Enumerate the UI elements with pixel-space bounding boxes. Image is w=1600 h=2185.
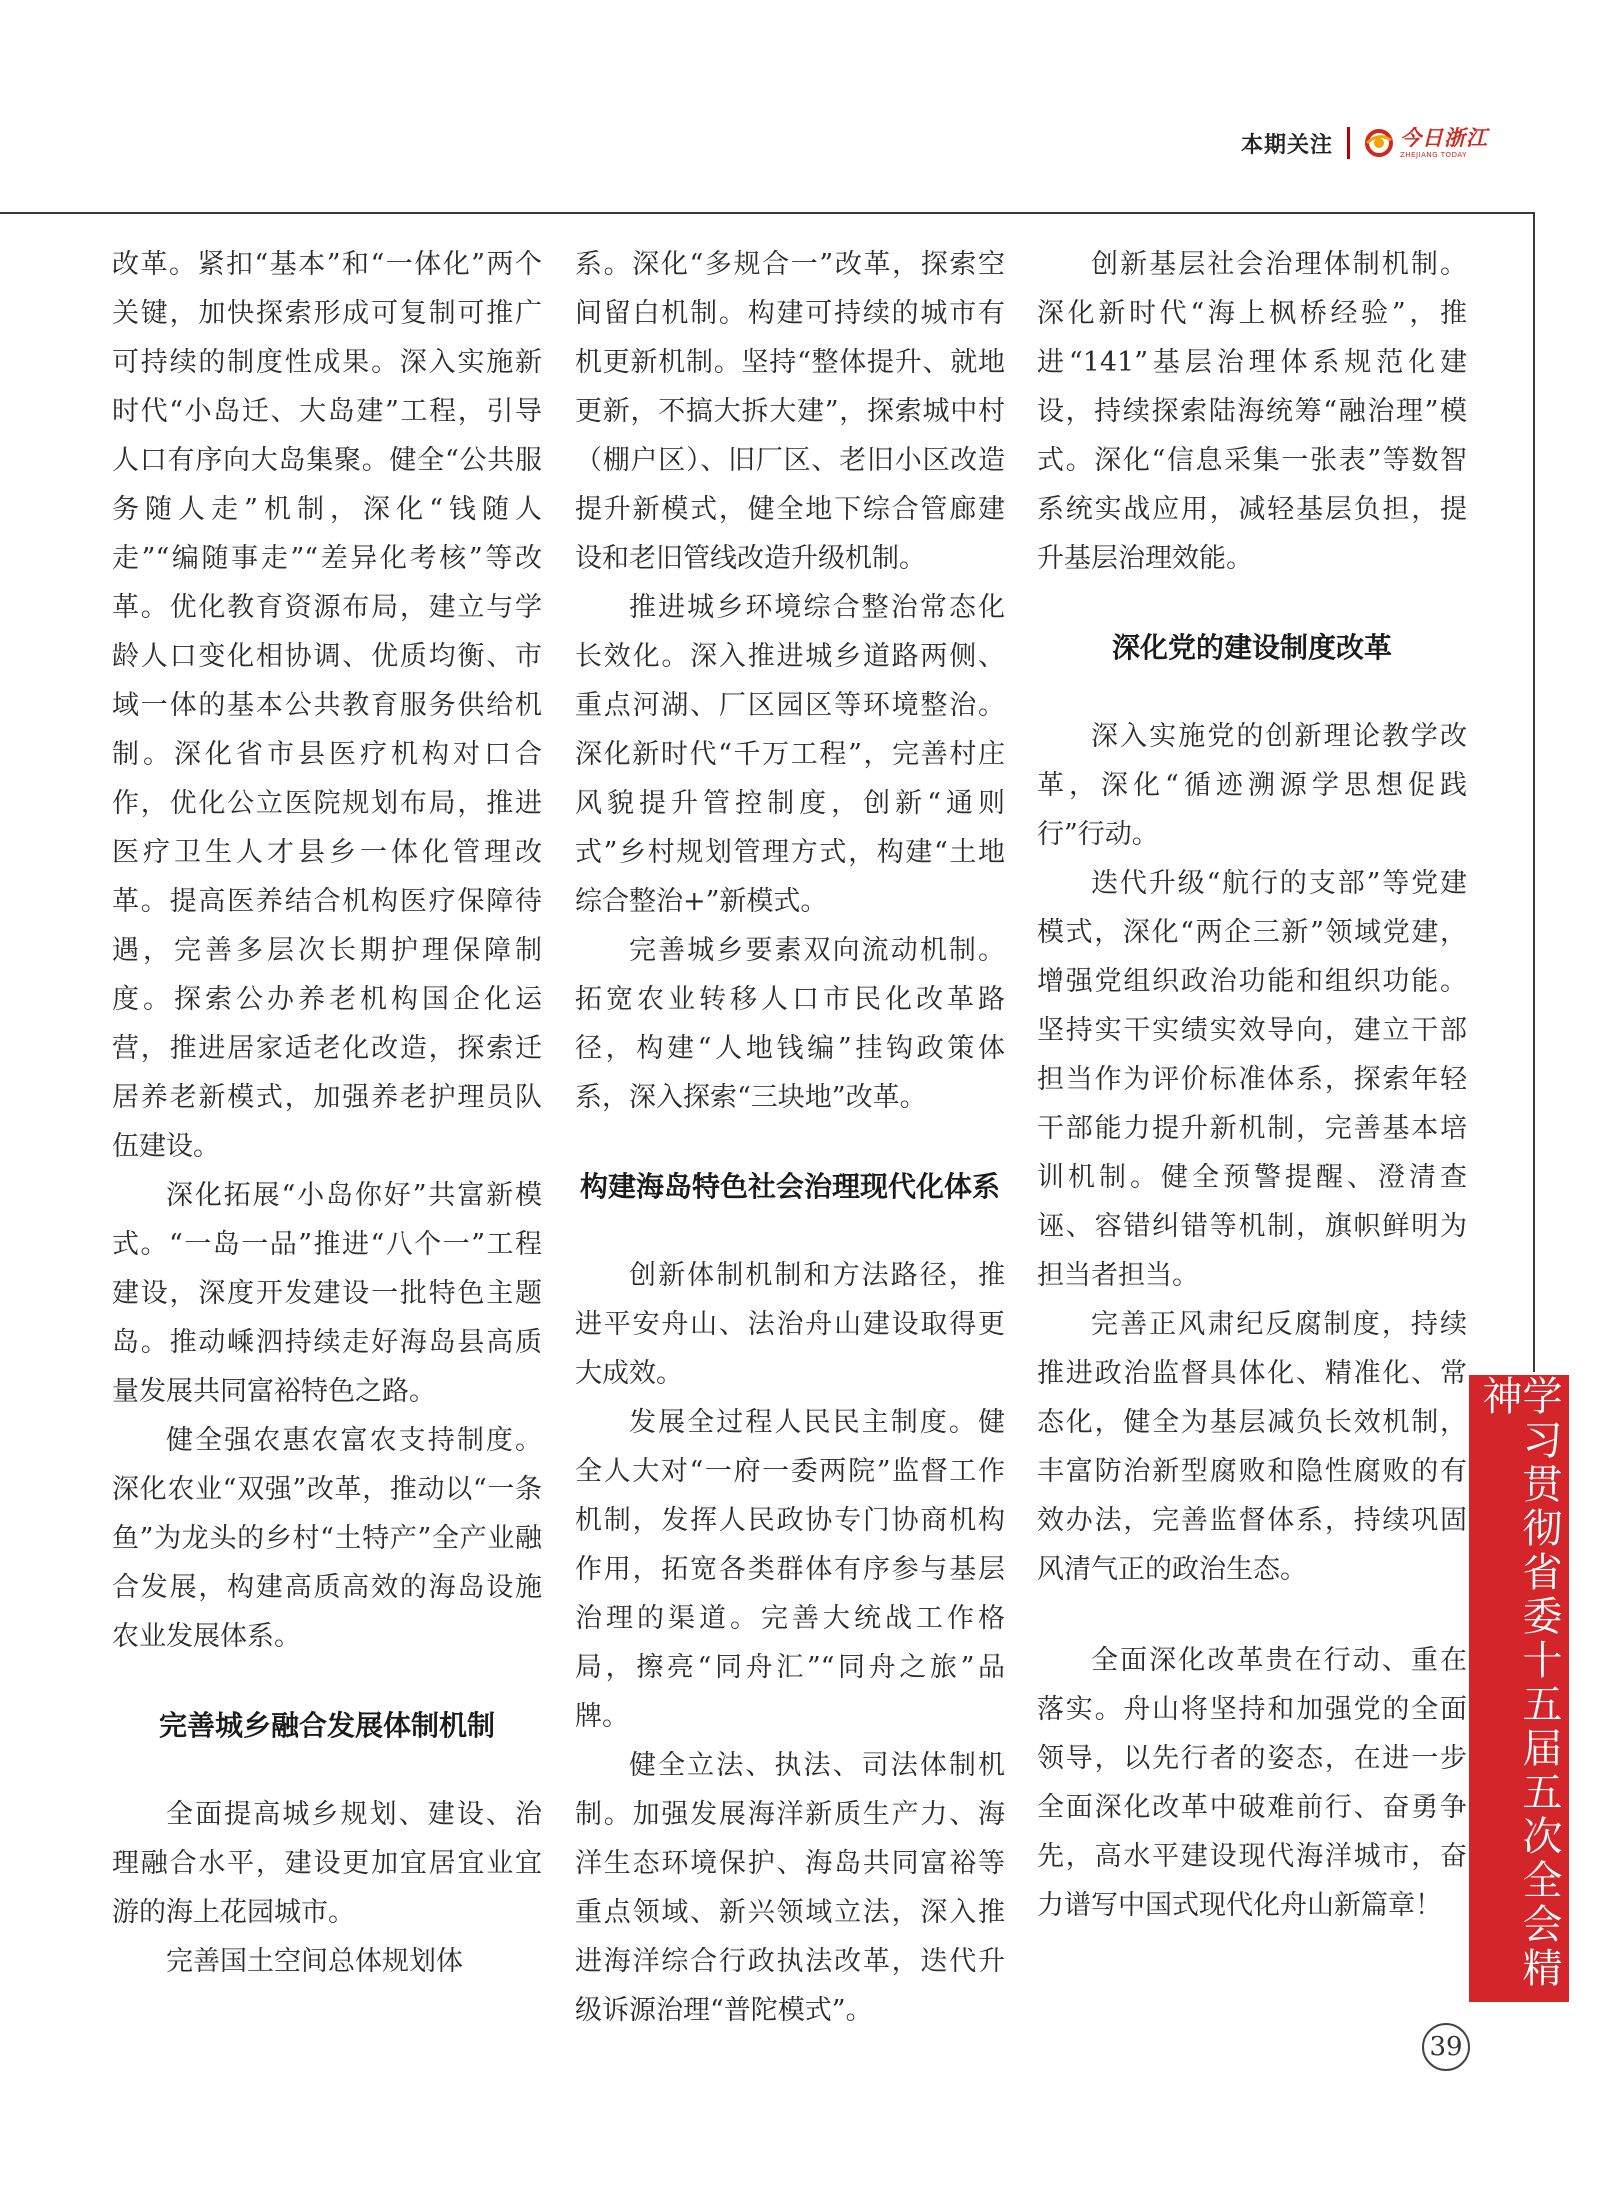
paragraph-gap <box>1037 1594 1467 1636</box>
section-heading: 完善城乡融合发展体制机制 <box>158 1709 495 1742</box>
paragraph: 创新基层社会治理体制机制。深化新时代“海上枫桥经验”，推进“141”基层治理体系规范化建设，持续探索陆海统筹“融治理”模式。深化“信息采集一张表”等数智系统实战应用，减轻基层负担，提升基层治理效能。 <box>1037 249 1467 574</box>
paragraph: 深化拓展“小岛你好”共富新模式。“一岛一品”推进“八个一”工程建设，深度开发建设一批特色主题岛。推动嵊泗持续走好海岛县高质量发展共同富裕特色之路。 <box>112 1180 542 1407</box>
logo-chinese-text: 今日浙江 <box>1400 125 1488 150</box>
paragraph: 系。深化“多规合一”改革，探索空间留白机制。构建可持续的城市有机更新机制。坚持“整体提升、就地更新，不搞大拆大建”，探索城中村（棚户区）、旧厂区、老旧小区改造提升新模式，健全地下综合管廊建设和老旧管线改造升级机制。 <box>575 249 1005 574</box>
paragraph: 迭代升级“航行的支部”等党建模式，深化“两企三新”领域党建，增强党组织政治功能和组织功能。坚持实干实绩实效导向，建立干部担当作为评价标准体系，探索年轻干部能力提升新机制，完善基本培训机制。健全预警提醒、澄清查诬、容错纠错等机制，旗帜鲜明为担当者担当。 <box>1037 868 1467 1291</box>
article-column-2 <box>575 240 1005 2035</box>
paragraph: 发展全过程人民民主制度。健全人大对“一府一委两院”监督工作机制，发挥人民政协专门协商机构作用，拓宽各类群体有序参与基层治理的渠道。完善大统战工作格局，擦亮“同舟汇”“同舟之旅”品牌。 <box>575 1407 1005 1732</box>
article-column-1 <box>112 240 542 1986</box>
paragraph: 改革。紧扣“基本”和“一体化”两个关键，加快探索形成可复制可推广可持续的制度性成果。深入实施新时代“小岛迁、大岛建”工程，引导人口有序向大岛集聚。健全“公共服务随人走”机制，深化“钱随人走”“编随事走”“差异化考核”等改革。优化教育资源布局，建立与学龄人口变化相协调、优质均衡、市域一体的基本公共教育服务供给机制。深化省市县医疗机构对口合作，优化公立医院规划布局，推进医疗卫生人才县乡一体化管理改革。提高医养结合机构医疗保障待遇，完善多层次长期护理保障制度。探索公办养老机构国企化运营，推进居家适老化改造，探索迁居养老新模式，加强养老护理员队伍建设。 <box>112 249 542 1162</box>
page-header <box>1241 118 1488 168</box>
side-banner-text: 学习贯彻省委十五届五次全会精神 <box>1476 1375 1562 1991</box>
paragraph: 完善城乡要素双向流动机制。拓宽农业转移人口市民化改革路径，构建“人地钱编”挂钩政策体系，深入探索“三块地”改革。 <box>575 935 1005 1113</box>
paragraph: 完善国土空间总体规划体 <box>166 1946 463 1977</box>
section-label: 本期关注 <box>1240 132 1333 158</box>
paragraph: 全面深化改革贵在行动、重在落实。舟山将坚持和加强党的全面领导，以先行者的姿态，在进一步全面深化改革中破难前行、奋勇争先，高水平建设现代海洋城市，奋力谱写中国式现代化舟山新篇章！ <box>1037 1645 1467 1921</box>
zhejiang-today-logo <box>1364 125 1488 159</box>
section-heading: 深化党的建设制度改革 <box>1111 631 1392 664</box>
paragraph: 全面提高城乡规划、建设、治理融合水平，建设更加宜居宜业宜游的海上花园城市。 <box>112 1799 542 1928</box>
header-divider <box>1347 127 1350 159</box>
paragraph: 深入实施党的创新理论教学改革，深化“循迹溯源学思想促践行”行动。 <box>1037 721 1467 850</box>
paragraph: 完善正风肃纪反腐制度，持续推进政治监督具体化、精准化、常态化，健全为基层减负长效机制，丰富防治新型腐败和隐性腐败的有效办法，完善监督体系，持续巩固风清气正的政治生态。 <box>1037 1309 1467 1585</box>
top-rule <box>0 212 1535 214</box>
article-column-3 <box>1037 240 1467 1930</box>
side-banner <box>1469 1375 1569 2002</box>
right-rule <box>1533 212 1535 1372</box>
swirl-logo-icon <box>1364 128 1394 158</box>
paragraph: 推进城乡环境综合整治常态化长效化。深入推进城乡道路两侧、重点河湖、厂区园区等环境整治。深化新时代“千万工程”，完善村庄风貌提升管控制度，创新“通则式”乡村规划管理方式，构建“土地综合整治+”新模式。 <box>575 592 1005 917</box>
section-heading: 构建海岛特色社会治理现代化体系 <box>579 1170 1000 1203</box>
paragraph: 健全强农惠农富农支持制度。深化农业“双强”改革，推动以“一条鱼”为龙头的乡村“土特产”全产业融合发展，构建高质高效的海岛设施农业发展体系。 <box>112 1425 542 1652</box>
paragraph: 健全立法、执法、司法体制机制。加强发展海洋新质生产力、海洋生态环境保护、海岛共同富裕等重点领域、新兴领域立法，深入推进海洋综合行政执法改革，迭代升级诉源治理“普陀模式”。 <box>575 1750 1005 2026</box>
paragraph: 创新体制机制和方法路径，推进平安舟山、法治舟山建设取得更大成效。 <box>575 1260 1005 1389</box>
page-number: 39 <box>1422 2023 1470 2071</box>
logo-english-text: ZHEJIANG TODAY <box>1400 150 1467 159</box>
